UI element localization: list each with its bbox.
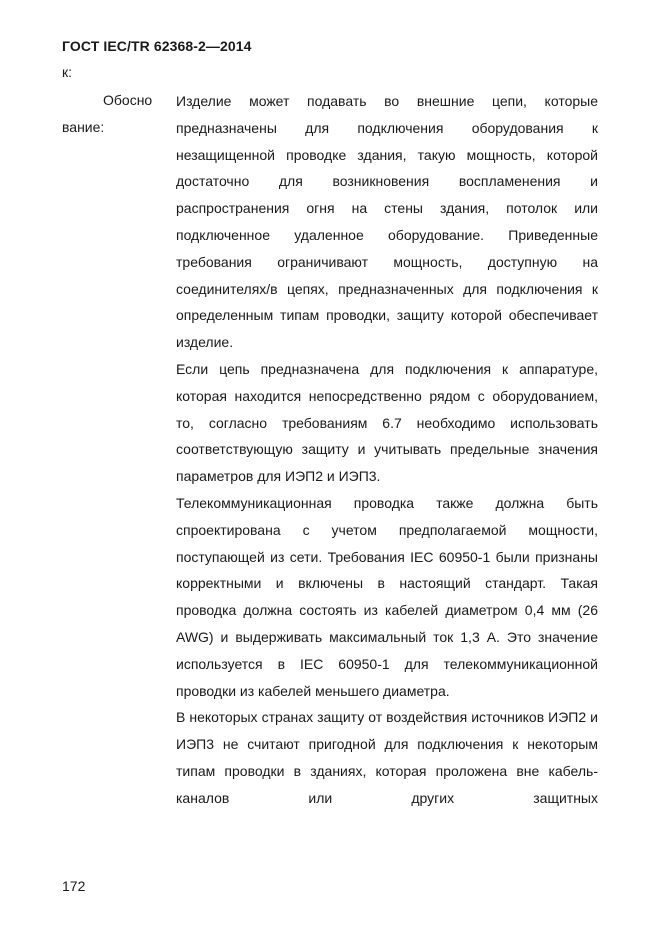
continuation-label: к: [62,64,73,80]
paragraph-4: В некоторых странах защиту от воздействия источников ИЭП2 и ИЭП3 не считают пригодной для подключения к некоторым типам проводки в зданиях, которая проложена вне кабель-каналов или других защитных [176,709,598,806]
document-header: ГОСТ IEC/TR 62368-2—2014 [62,38,252,54]
rationale-label-part2: вание: [62,119,105,135]
page-number: 172 [62,878,86,894]
rationale-body [176,88,598,812]
paragraph-3: Телекоммуникационная проводка также должна быть спроектирована с учетом предполагаемой мощности, поступающей из сети. Требования IEC 60950-1 были признаны корректными и включены в настоящий стандарт. Такая проводка должна состоять из кабелей диаметром 0,4 мм (26 AWG) и выдерживать максимальный ток 1,3 А. Это значение используется в IEC 60950-1 для телекоммуникационной проводки из кабелей меньшего диаметра. [176,494,598,699]
rationale-label-part1: Обосно [103,92,153,108]
paragraph-2: Если цепь предназначена для подключения к аппаратуре, которая находится непосредственно рядом с оборудованием, то, согласно требованиям 6.7 необходимо использовать соответствующую защиту и учитывать предельные значения параметров для ИЭП2 и ИЭП3. [176,360,598,485]
paragraph-1: Изделие может подавать во внешние цепи, которые предназначены для подключения оборудования к незащищенной проводке здания, такую мощность, которой достаточно для возникновения воспламенения и распространения огня на стены здания, потолок или подключенное удаленное оборудование. Приведенные требования ограничивают мощность, доступную на соединителях/в цепях, предназначенных для подключения к определенным типам проводки, защиту которой обеспечивает изделие. [176,93,598,351]
